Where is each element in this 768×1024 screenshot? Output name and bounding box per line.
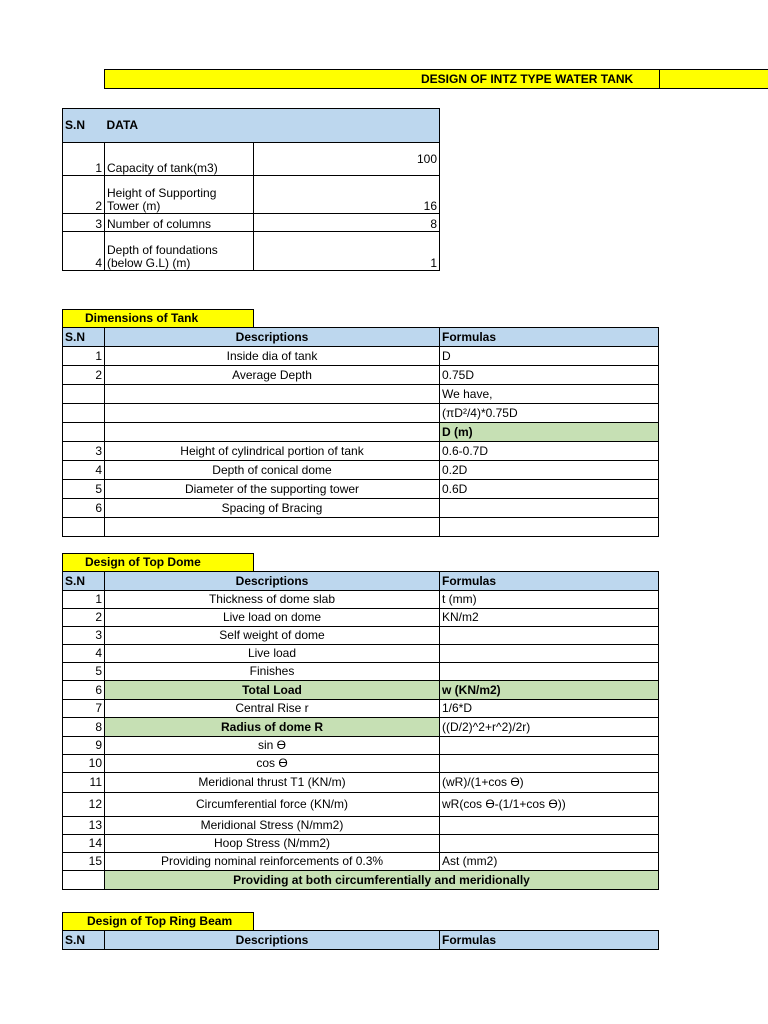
row-formula: wR(cos ϴ-(1/1+cos ϴ)) [440,793,659,817]
formulas-header: Formulas [440,572,659,591]
row-value: 16 [254,176,440,214]
descriptions-header: Descriptions [105,572,440,591]
table-row [63,461,659,480]
row-sn: 4 [63,461,105,480]
descriptions-header: Descriptions [105,328,440,347]
row-desc: sin ϴ [105,737,440,755]
sn-header: S.N [63,572,105,591]
table-row [63,718,659,737]
row-formula: 0.75D [440,366,659,385]
row-desc: Central Rise r [105,700,440,718]
row-desc: Hoop Stress (N/mm2) [105,835,440,853]
row-desc [105,404,440,423]
row-formula: D (m) [440,423,659,442]
row-sn: 11 [63,773,105,793]
row-desc: Inside dia of tank [105,347,440,366]
row-formula [440,663,659,681]
table-row [63,518,659,537]
row-sn: 5 [63,480,105,499]
row-label: Height of Supporting Tower (m) [105,176,254,214]
data-header: DATA [105,109,440,143]
row-formula: D [440,347,659,366]
row-formula [440,518,659,537]
row-desc: Radius of dome R [105,718,440,737]
table-row [63,423,659,442]
table-header-row [63,328,659,347]
row-formula: We have, [440,385,659,404]
table-row [63,817,659,835]
row-formula: KN/m2 [440,609,659,627]
row-formula [440,645,659,663]
row-formula [440,499,659,518]
table-row [63,835,659,853]
section-label-ring-beam: Design of Top Ring Beam [62,912,254,931]
row-formula: w (KN/m2) [440,681,659,700]
table-row [63,143,440,176]
table-row [63,609,659,627]
dimensions-table [62,327,659,537]
row-label: Depth of foundations (below G.L) (m) [105,232,254,271]
row-sn: 4 [63,232,105,271]
row-sn: 5 [63,663,105,681]
row-desc: Providing nominal reinforcements of 0.3% [105,853,440,871]
table-row [63,793,659,817]
row-desc: Average Depth [105,366,440,385]
row-desc: Live load [105,645,440,663]
table-row [63,645,659,663]
row-sn: 12 [63,793,105,817]
row-sn: 2 [63,176,105,214]
row-desc: Circumferential force (KN/m) [105,793,440,817]
row-desc: Meridional Stress (N/mm2) [105,817,440,835]
row-sn [63,871,105,890]
table-row [63,853,659,871]
row-sn: 6 [63,499,105,518]
row-formula [440,755,659,773]
row-sn: 7 [63,700,105,718]
row-sn: 4 [63,645,105,663]
sheet-title: DESIGN OF INTZ TYPE WATER TANK [421,72,634,86]
table-row [63,737,659,755]
row-desc [105,423,440,442]
row-sn: 3 [63,214,105,232]
row-desc [105,518,440,537]
table-row [63,773,659,793]
row-desc: Total Load [105,681,440,700]
row-formula: Ast (mm2) [440,853,659,871]
table-row [63,232,440,271]
note-row [63,871,659,890]
row-sn: 14 [63,835,105,853]
top-dome-table [62,571,659,890]
table-row [63,366,659,385]
input-data-table [62,108,440,271]
table-header-row [63,109,440,143]
table-header-row [63,931,659,950]
table-row [63,591,659,609]
row-value: 100 [254,143,440,176]
table-row [63,480,659,499]
row-formula [440,627,659,645]
table-row [63,442,659,461]
row-desc: Spacing of Bracing [105,499,440,518]
row-formula: (wR)/(1+cos ϴ) [440,773,659,793]
row-sn: 3 [63,442,105,461]
row-formula [440,737,659,755]
row-desc: cos ϴ [105,755,440,773]
row-desc: Diameter of the supporting tower [105,480,440,499]
formulas-header: Formulas [440,328,659,347]
row-desc: Height of cylindrical portion of tank [105,442,440,461]
table-row [63,404,659,423]
row-desc [105,385,440,404]
row-formula [440,817,659,835]
row-formula: (πD²/4)*0.75D [440,404,659,423]
row-desc: Self weight of dome [105,627,440,645]
row-sn: 2 [63,366,105,385]
row-desc: Thickness of dome slab [105,591,440,609]
row-formula: t (mm) [440,591,659,609]
section-label-dimensions: Dimensions of Tank [62,309,254,328]
row-desc: Meridional thrust T1 (KN/m) [105,773,440,793]
row-sn: 8 [63,718,105,737]
sn-header: S.N [63,931,105,950]
row-value: 8 [254,214,440,232]
table-row [63,627,659,645]
row-sn: 6 [63,681,105,700]
table-row [63,499,659,518]
row-formula: 0.2D [440,461,659,480]
row-sn [63,404,105,423]
row-sn: 15 [63,853,105,871]
table-header-row [63,572,659,591]
sn-header: S.N [63,109,105,143]
row-sn: 2 [63,609,105,627]
table-row [63,176,440,214]
table-row [63,681,659,700]
row-sn: 3 [63,627,105,645]
row-desc: Depth of conical dome [105,461,440,480]
table-row [63,755,659,773]
reinforcement-note: Providing at both circumferentially and meridionally [105,871,659,890]
table-row [63,214,440,232]
row-sn: 9 [63,737,105,755]
row-label: Capacity of tank(m3) [105,143,254,176]
row-formula: ((D/2)^2+r^2)/2r) [440,718,659,737]
row-desc: Live load on dome [105,609,440,627]
row-sn: 10 [63,755,105,773]
row-formula: 0.6-0.7D [440,442,659,461]
row-value: 1 [254,232,440,271]
title-bar [104,69,768,89]
section-label-top-dome: Design of Top Dome [62,553,254,572]
row-formula: 1/6*D [440,700,659,718]
row-label: Number of columns [105,214,254,232]
row-sn [63,423,105,442]
table-row [63,347,659,366]
row-sn [63,385,105,404]
formulas-header: Formulas [440,931,659,950]
table-row [63,700,659,718]
row-sn: 1 [63,591,105,609]
sn-header: S.N [63,328,105,347]
row-sn: 1 [63,347,105,366]
row-sn: 13 [63,817,105,835]
table-row [63,385,659,404]
row-formula [440,835,659,853]
row-sn: 1 [63,143,105,176]
row-desc: Finishes [105,663,440,681]
row-formula: 0.6D [440,480,659,499]
table-row [63,663,659,681]
row-sn [63,518,105,537]
descriptions-header: Descriptions [105,931,440,950]
ring-beam-table [62,930,659,950]
title-divider [659,69,660,89]
